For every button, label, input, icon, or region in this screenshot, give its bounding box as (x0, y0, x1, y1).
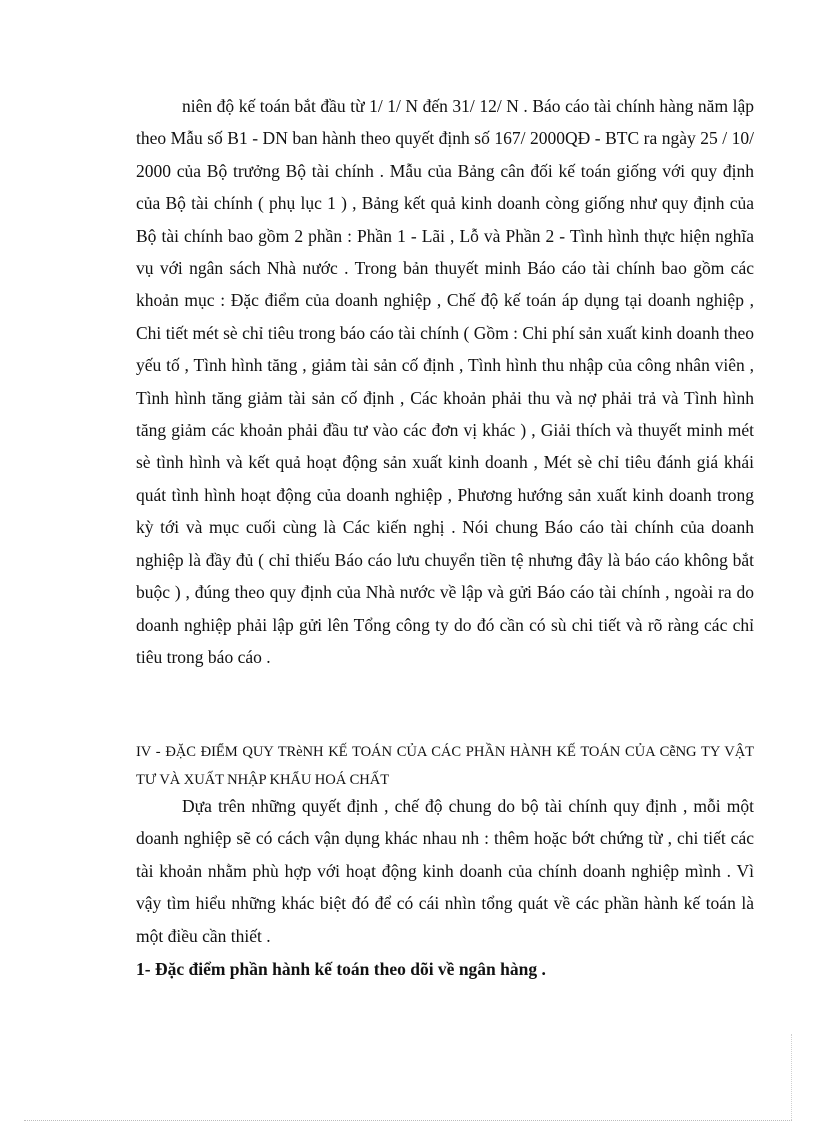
paragraph-accounting-application: Dựa trên những quyết định , chế độ chung do bộ tài chính quy định , mỗi một doanh nghiệp sẽ có cách vận dụng khác nhau nh : thêm hoặc bớt chứng từ , chi tiết các tài khoản nhằm phù hợp với hoạt động kinh doanh của chính doanh nghiệp mình . Vì vậy tìm hiểu những khác biệt đó để có cái nhìn tổng quát về các phần hành kế toán là một điều cần thiết . (136, 796, 754, 946)
page-right-border (791, 1034, 792, 1120)
section-heading-iv: IV - ĐẶC ĐIỂM QUY TRèNH KẾ TOÁN CỦA CÁC PHẦN HÀNH KẾ TOÁN CỦA CễNG TY VẬT TƯ VÀ XUẤT NHẬP KHẨU HOÁ CHẤT (136, 744, 754, 788)
subheading-bank-accounting: 1- Đặc điểm phần hành kế toán theo dõi về ngân hàng . (136, 959, 546, 979)
paragraph-financial-reports: niên độ kế toán bắt đầu từ 1/ 1/ N đến 31/ 12/ N . Báo cáo tài chính hàng năm lập theo Mẫu số B1 - DN ban hành theo quyết định số 167/ 2000QĐ - BTC ra ngày 25 / 10/ 2000 của Bộ trưởng Bộ tài chính . Mẫu của Bảng cân đối kế toán giống với quy định của Bộ tài chính ( phụ lục 1 ) , Bảng kết quả kinh doanh còng giống như quy định của Bộ tài chính bao gồm 2 phần : Phần 1 - Lãi , Lỗ và Phần 2 - Tình hình thực hiện nghĩa vụ với ngân sách Nhà nước . Trong bản thuyết minh Báo cáo tài chính bao gồm các khoản mục : Đặc điểm của doanh nghiệp , Chế độ kế toán áp dụng tại doanh nghiệp , Chi tiết mét sè chỉ tiêu trong báo cáo tài chính ( Gồm : Chi phí sản xuất kinh doanh theo yếu tố , Tình hình tăng , giảm tài sản cố định , Tình hình thu nhập của công nhân viên , Tình hình tăng giảm tài sản cố định , Các khoản phải thu và nợ phải trả và Tình hình tăng giảm các khoản phải đầu tư vào các đơn vị khác ) , Giải thích và thuyết minh mét sè tình hình và kết quả hoạt động sản xuất kinh doanh , Mét sè chỉ tiêu đánh giá khái quát tình hình hoạt động của doanh nghiệp , Phương hướng sản xuất kinh doanh trong kỳ tới và mục cuối cùng là Các kiến nghị . Nói chung Báo cáo tài chính của doanh nghiệp là đầy đủ ( chỉ thiếu Báo cáo lưu chuyển tiền tệ nhưng đây là báo cáo không bắt buộc ) , đúng theo quy định của Nhà nước về lập và gửi Báo cáo tài chính , ngoài ra do doanh nghiệp phải lập gửi lên Tổng công ty do đó cần có sù chi tiết và rõ ràng các chỉ tiêu trong báo cáo . (136, 96, 754, 667)
page-bottom-border (24, 1120, 792, 1121)
